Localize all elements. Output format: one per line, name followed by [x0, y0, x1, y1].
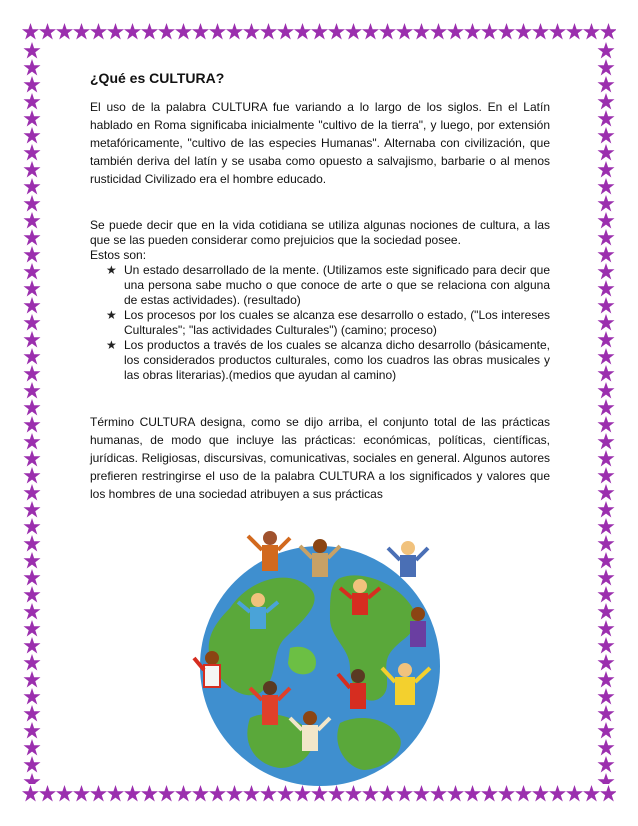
paragraph-notions: Se puede decir que en la vida cotidiana se utiliza algunas nociones de cultura, a las que se las pueden considerar como prejuicios que la sociedad posee. [90, 218, 550, 247]
list-item-text: Los procesos por los cuales se alcanza ese desarrollo o estado, ("Los intereses Culturales"; "las actividades Culturales") (camino; proceso) [124, 308, 550, 337]
star-bullet-icon: ★ [106, 308, 117, 322]
list-item [90, 308, 550, 338]
star-border-top [22, 22, 616, 42]
paragraph-definition: Término CULTURA designa, como se dijo arriba, el conjunto total de las prácticas humanas, de modo que incluye las prácticas: económicas, políticas, científicas, jurídicas. Religiosas, discursivas, comunicativas, sociales en general. Algunos autores prefieren restringirse el uso de la palabra CULTURA a los significados y valores que los hombres de una sociedad atribuyen a sus prácticas [90, 415, 550, 501]
list-item-text: Un estado desarrollado de la mente. (Utilizamos este significado para decir que una persona sabe mucho o que conoce de arte o que se relaciona con alguna de estas actividades). (resultado) [124, 263, 550, 307]
star-bullet-icon: ★ [106, 263, 117, 277]
document-body [90, 70, 550, 503]
list-intro: Estos son: [90, 248, 147, 262]
list-item [90, 338, 550, 383]
star-border-right [596, 42, 616, 784]
globe-with-people-icon [190, 518, 450, 793]
page-title: ¿Qué es CULTURA? [90, 70, 225, 86]
notions-list [90, 263, 550, 383]
paragraph-origin: El uso de la palabra CULTURA fue variando a lo largo de los siglos. En el Latín hablado en Roma significaba inicialmente "cultivo de la tierra", y luego, por extensión metafóricamente, "cultivo de las especies Humanas". Alternaba con civilización, que también deriva del latín y se usaba como opuesto a salvajismo, barbarie o al menos rusticidad Civilizado era el hombre educado. [90, 100, 550, 186]
list-item-text: Los productos a través de los cuales se alcanza dicho desarrollo (básicamente, los considerados productos culturales, como los cuadros las obras musicales y las obras literarias).(medios que ayudan al camino) [124, 338, 550, 382]
person-icon [194, 651, 220, 687]
star-bullet-icon: ★ [106, 338, 117, 352]
star-border-left [22, 42, 42, 784]
list-item [90, 263, 550, 308]
person-icon [410, 607, 426, 647]
